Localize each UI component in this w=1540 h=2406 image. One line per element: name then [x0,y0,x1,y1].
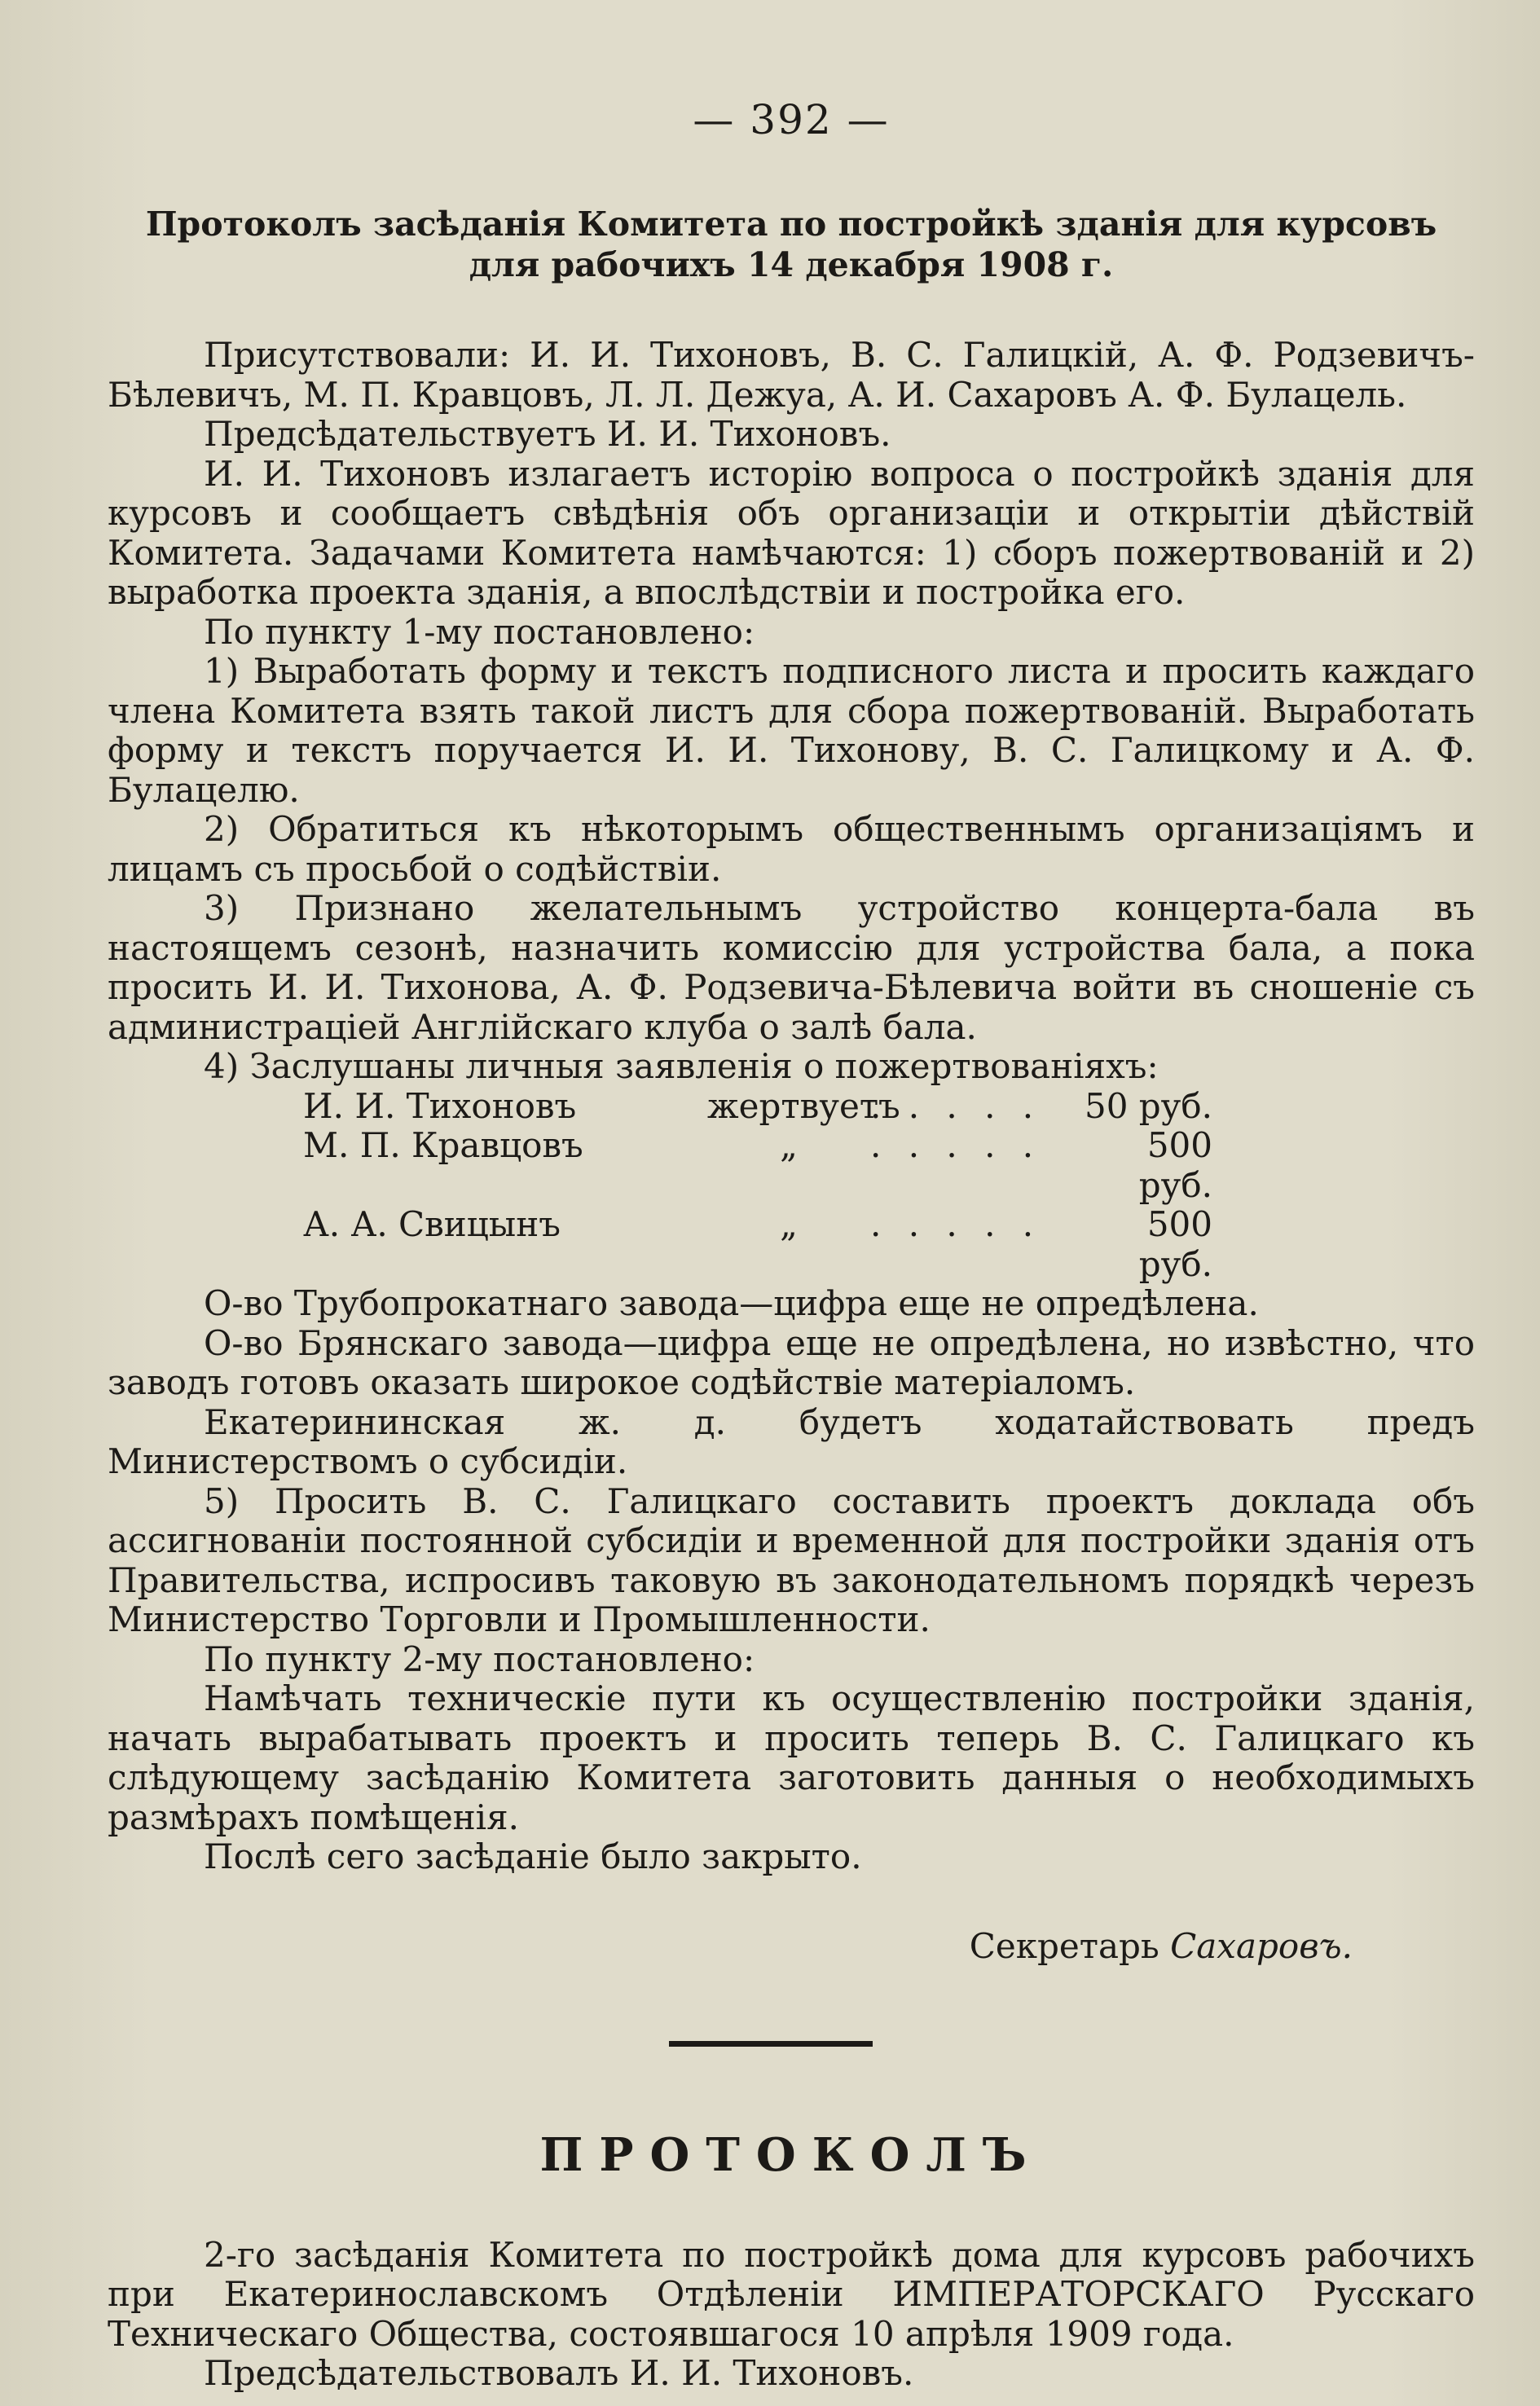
donation-amount: 500 руб. [1138,1125,1212,1205]
signature-role: Секретарь [969,1925,1159,1966]
donor-name: А. А. Свицынъ [303,1204,561,1244]
section-divider [669,2041,873,2047]
leader-dots: . . . . . [870,1204,1042,1244]
history-paragraph: И. И. Тихоновъ излагаетъ исторію вопроса о постройкѣ зданія для курсовъ и сообщаетъ свѣдѣнія объ организаціи и открытіи дѣйствій Комитета. Задачами Комитета намѣчаются: 1) сборъ пожертвованій и 2) выработка проекта зданія, а впослѣдствіи и постройка его. [108,453,1475,612]
ditto-mark: „ [780,1204,798,1244]
protocol-title: Протоколъ засѣданія Комитета по постройкѣ зданія для курсовъ для рабочихъ 14 декабря 1908 г. [145,205,1437,284]
donations-list [303,1087,1475,1285]
second-protocol-intro: 2-го засѣданія Комитета по постройкѣ дома для курсовъ рабочихъ при Екатеринославскомъ Отдѣленіи ИМПЕРАТОРСКАГО Русскаго Техническаго Общества, состоявшагося 10 апрѣля 1909 года. [108,2234,1475,2354]
point-2-heading: По пункту 2-му постановлено: [204,1638,755,1679]
donation-amount: 50 руб. [1084,1085,1212,1126]
ditto-mark: „ [780,1125,798,1165]
resolution-3: 3) Признано желательнымъ устройство концерта-бала въ настоящемъ сезонѣ, назначить комиссію для устройства бала, а пока просить И. И. Тихонова, А. Ф. Родзевича-Бѣлевича войти въ сношеніе съ администраціей Англійскаго клуба о залѣ бала. [108,888,1475,1047]
signature-name: Сахаровъ. [1170,1925,1353,1966]
secretary-signature [108,1926,1353,1966]
closing-paragraph: Послѣ сего засѣданіе было закрыто. [204,1836,862,1876]
donor-name: М. П. Кравцовъ [303,1125,583,1165]
donation-verb: жертвуетъ [707,1085,900,1126]
pipe-plant-note: О-во Трубопрокатнаго завода—цифра еще не опредѣлена. [204,1283,1259,1323]
donation-amount: 500 руб. [1138,1204,1212,1284]
second-protocol-body [108,2236,1475,2394]
donor-name: И. И. Тихоновъ [303,1085,577,1126]
donation-row [303,1205,1475,1284]
leader-dots: . . . . . [870,1085,1042,1126]
page-number: — 392 — [693,96,890,143]
donation-row [303,1087,1475,1127]
second-protocol-chairman: Предсѣдательствовалъ И. И. Тихоновъ. [204,2353,914,2393]
chairman-paragraph: Предсѣдательствуетъ И. И. Тихоновъ. [204,414,891,454]
protocol-body [108,336,1475,1877]
section-title: ПРОТОКОЛЪ [539,2127,1043,2182]
leader-dots: . . . . . [870,1125,1042,1165]
attendees-paragraph: Присутствовали: И. И. Тихоновъ, В. С. Галицкій, А. Ф. Родзевичъ-Бѣлевичъ, М. П. Кравцовъ, Л. Л. Дежуа, А. И. Сахаровъ А. Ф. Булацель. [108,335,1475,415]
resolution-5: 5) Просить В. С. Галицкаго составить проектъ доклада объ ассигнованіи постоянной субсидіи и временной для постройки зданія отъ Правительства, испросивъ таковую въ законодательномъ порядкѣ черезъ Министерство Торговли и Промышленности. [108,1480,1475,1639]
point-2-resolution: Намѣчать техническіе пути къ осуществленію постройки зданія, начать вырабатывать проектъ и просить теперь В. С. Галицкаго къ слѣдующему засѣданію Комитета заготовить данныя о необходимыхъ размѣрахъ помѣщенія. [108,1678,1475,1837]
bryansk-plant-note: О-во Брянскаго завода—цифра еще не опредѣлена, но извѣстно, что заводъ готовъ оказать широкое содѣйствіе матеріаломъ. [108,1322,1475,1402]
resolution-1: 1) Выработать форму и текстъ подписного листа и просить каждаго члена Комитета взять такой листъ для сбора пожертвованій. Выработать форму и текстъ поручается И. И. Тихонову, В. С. Галицкому и А. Ф. Булацелю. [108,651,1475,810]
resolution-4: 4) Заслушаны личныя заявленія о пожертвованіяхъ: [204,1046,1159,1086]
railway-note: Екатерининская ж. д. будетъ ходатайствовать предъ Министерствомъ о субсидіи. [108,1401,1475,1481]
resolution-2: 2) Обратиться къ нѣкоторымъ общественнымъ организаціямъ и лицамъ съ просьбой о содѣйствіи. [108,809,1475,889]
point-1-heading: По пункту 1-му постановлено: [204,611,755,652]
donation-row [303,1126,1475,1205]
